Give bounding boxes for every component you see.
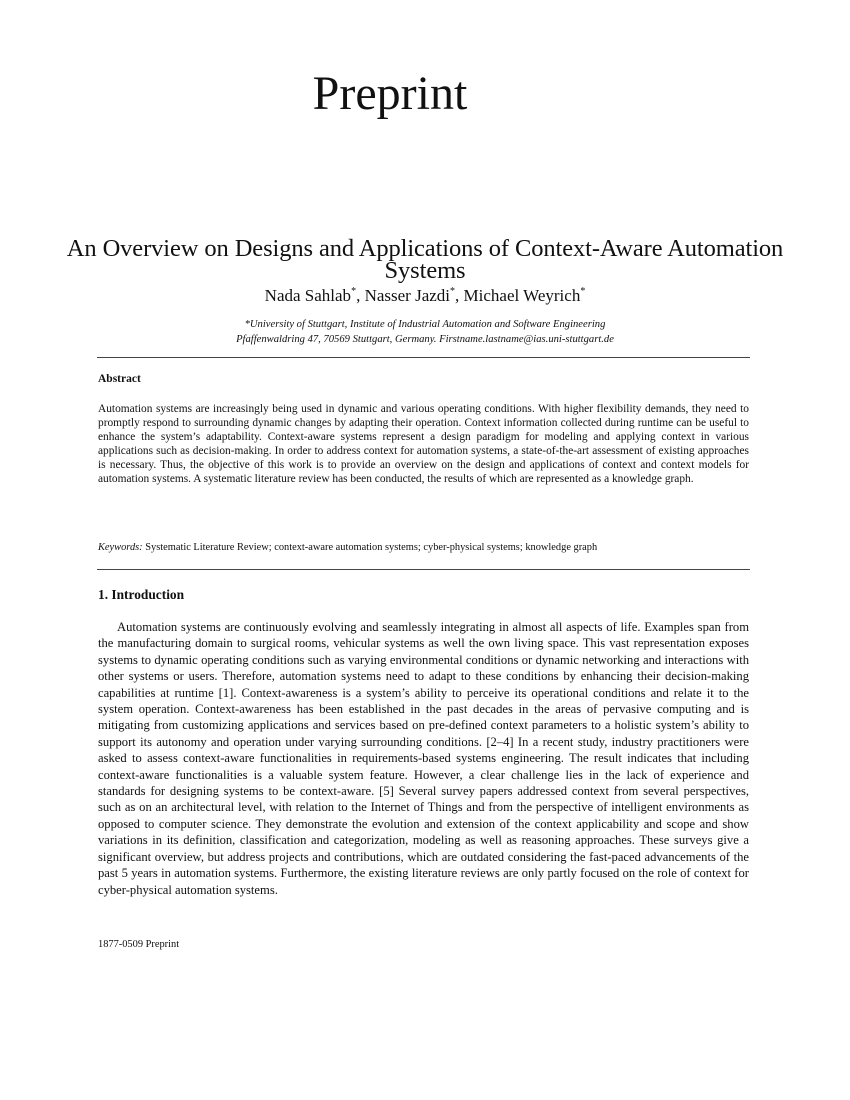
- introduction-text: Automation systems are continuously evolving and seamlessly integrating in almost all aspects of life. Examples span from the manufacturing domain to surgical rooms, vehicular systems as well the own living space. This vast representation exposes systems to dynamic operating conditions such as varying environmental conditions or dynamic networking and interactions with other systems or users. Therefore, automation systems need to adapt to these conditions by enhancing their decision-making capabilities at runtime [1]. Context-awareness is a system’s ability to perceive its operational conditions and relate it to the system operation. Context-awareness has been established in the past decades in the areas of pervasive computing and is mitigating from customizing applications and services based on pre-defined context parameters to a holistic system’s ability to support its autonomy and operation under varying surrounding conditions. [2–4] In a recent study, industry practitioners were asked to assess context-aware functionalities in requirements-based systems engineering. The result indicates that including context-aware functionalities is a valuable system feature. However, a clear challenge lies in the lack of experience and standards for designing systems to be context-aware. [5] Several survey papers addressed context from several perspectives, such as on an architectural level, with relation to the Internet of Things and from the perspective of intelligent environments as opposed to computer science. They demonstrate the evolution and extension of the context applicability and scope and show variations in its definition, classification and categorization, modeling as well as reasoning approaches. These surveys give a significant overview, but address projects and contributions, which are outdated considering the fast-paced advancements of the past 5 years in automation systems. Furthermore, the existing literature reviews are only partly focused on the role of context for cyber-physical automation systems.: [98, 620, 749, 897]
- affiliation-line: Pfaffenwaldring 47, 70569 Stuttgart, Germany. Firstname.lastname@ias.uni-stuttgart.de: [236, 333, 614, 345]
- author-name: Nasser Jazdi: [364, 286, 451, 305]
- author-name: Michael Weyrich: [463, 286, 581, 305]
- author-separator: ,: [356, 286, 365, 305]
- preprint-label: Preprint: [312, 67, 468, 120]
- author-name: Nada Sahlab: [264, 286, 352, 305]
- divider: [97, 357, 750, 358]
- affiliation-line: *University of Stuttgart, Institute of Industrial Automation and Software Engineering: [244, 319, 606, 330]
- author-separator: ,: [455, 286, 464, 305]
- keywords-text: Systematic Literature Review; context-aware automation systems; cyber-physical systems; knowledge graph: [142, 542, 598, 553]
- author-mark: *: [351, 286, 357, 297]
- author-mark: *: [580, 286, 586, 297]
- keywords-label: Keywords:: [98, 542, 143, 553]
- footer-note: 1877-0509 Preprint: [98, 939, 180, 950]
- paper-title: An Overview on Designs and Applications of Context-Aware Automation Systems: [66, 235, 784, 284]
- abstract-text: Automation systems are increasingly being used in dynamic and various operating conditions. With higher flexibility demands, they need to promptly respond to surrounding dynamic changes by adapting their operation. Context information collected during runtime can be useful to enhance the system’s adaptability. Context-aware systems represent a design paradigm for modeling and applying context in various applications such as decision-making. In order to address context for automation systems, a state-of-the-art assessment of existing approaches is necessary. Thus, the objective of this work is to provide an overview on the design and applications of context and context models for automation systems. A systematic literature review has been conducted, the results of which are represented as a knowledge graph.: [98, 403, 749, 486]
- keywords: [98, 541, 749, 555]
- author-list: [60, 285, 790, 307]
- section-heading: 1. Introduction: [98, 587, 185, 602]
- abstract-heading: Abstract: [98, 373, 141, 385]
- affiliation: [60, 318, 790, 347]
- divider: [97, 569, 750, 570]
- author-mark: *: [450, 286, 456, 297]
